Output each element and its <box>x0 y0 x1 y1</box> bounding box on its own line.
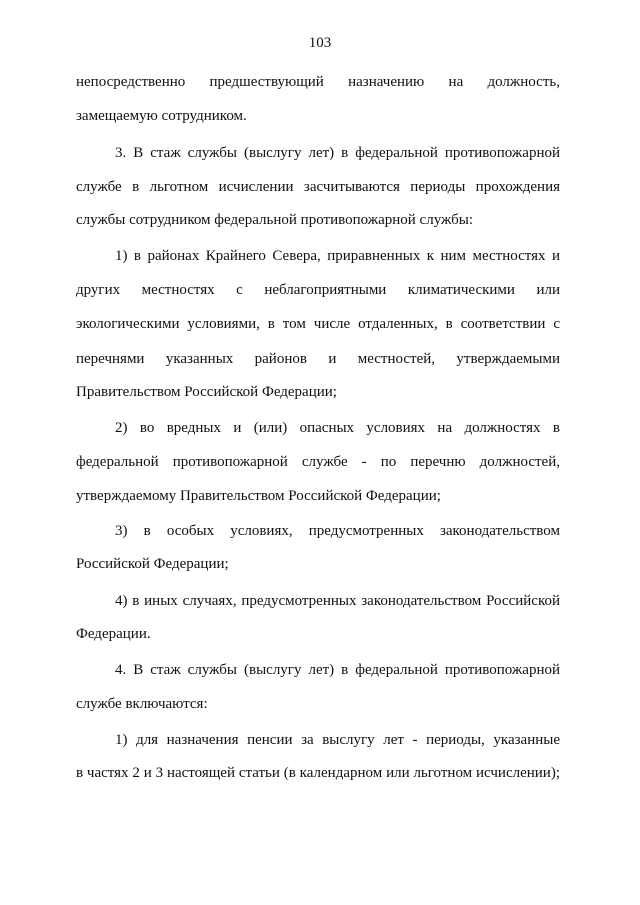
text-line-4: службе в льготном исчислении засчитываются периоды прохождения <box>76 179 560 195</box>
text-line-2: замещаемую сотрудником. <box>76 108 247 124</box>
text-line-9: перечнями указанных районов и местностей, утверждаемыми <box>76 351 560 367</box>
text-line-18: 4. В стаж службы (выслугу лет) в федеральной противопожарной <box>115 662 560 678</box>
page-number: 103 <box>308 35 332 51</box>
text-line-5: службы сотрудником федеральной противопожарной службы: <box>76 212 474 228</box>
text-line-20: 1) для назначения пенсии за выслугу лет - периоды, указанные <box>115 732 560 748</box>
text-line-11: 2) во вредных и (или) опасных условиях на должностях в <box>115 420 560 436</box>
text-line-16: 4) в иных случаях, предусмотренных законодательством Российской <box>115 593 560 609</box>
text-line-10: Правительством Российской Федерации; <box>76 384 337 400</box>
text-line-21: в частях 2 и 3 настоящей статьи (в календарном или льготном исчислении); <box>76 765 560 781</box>
text-line-17: Федерации. <box>76 626 151 642</box>
text-line-6: 1) в районах Крайнего Севера, приравненных к ним местностях и <box>115 248 560 264</box>
text-line-12: федеральной противопожарной службе - по перечню должностей, <box>76 454 560 470</box>
text-line-15: Российской Федерации; <box>76 556 229 572</box>
text-line-3: 3. В стаж службы (выслугу лет) в федеральной противопожарной <box>115 145 560 161</box>
text-line-13: утверждаемому Правительством Российской Федерации; <box>76 488 441 504</box>
text-line-19: службе включаются: <box>76 696 208 712</box>
text-line-1: непосредственно предшествующий назначению на должность, <box>76 74 560 90</box>
text-line-7: других местностях с неблагоприятными климатическими или <box>76 282 560 298</box>
text-line-14: 3) в особых условиях, предусмотренных законодательством <box>115 523 560 539</box>
text-line-8: экологическими условиями, в том числе отдаленных, в соответствии с <box>76 316 560 332</box>
